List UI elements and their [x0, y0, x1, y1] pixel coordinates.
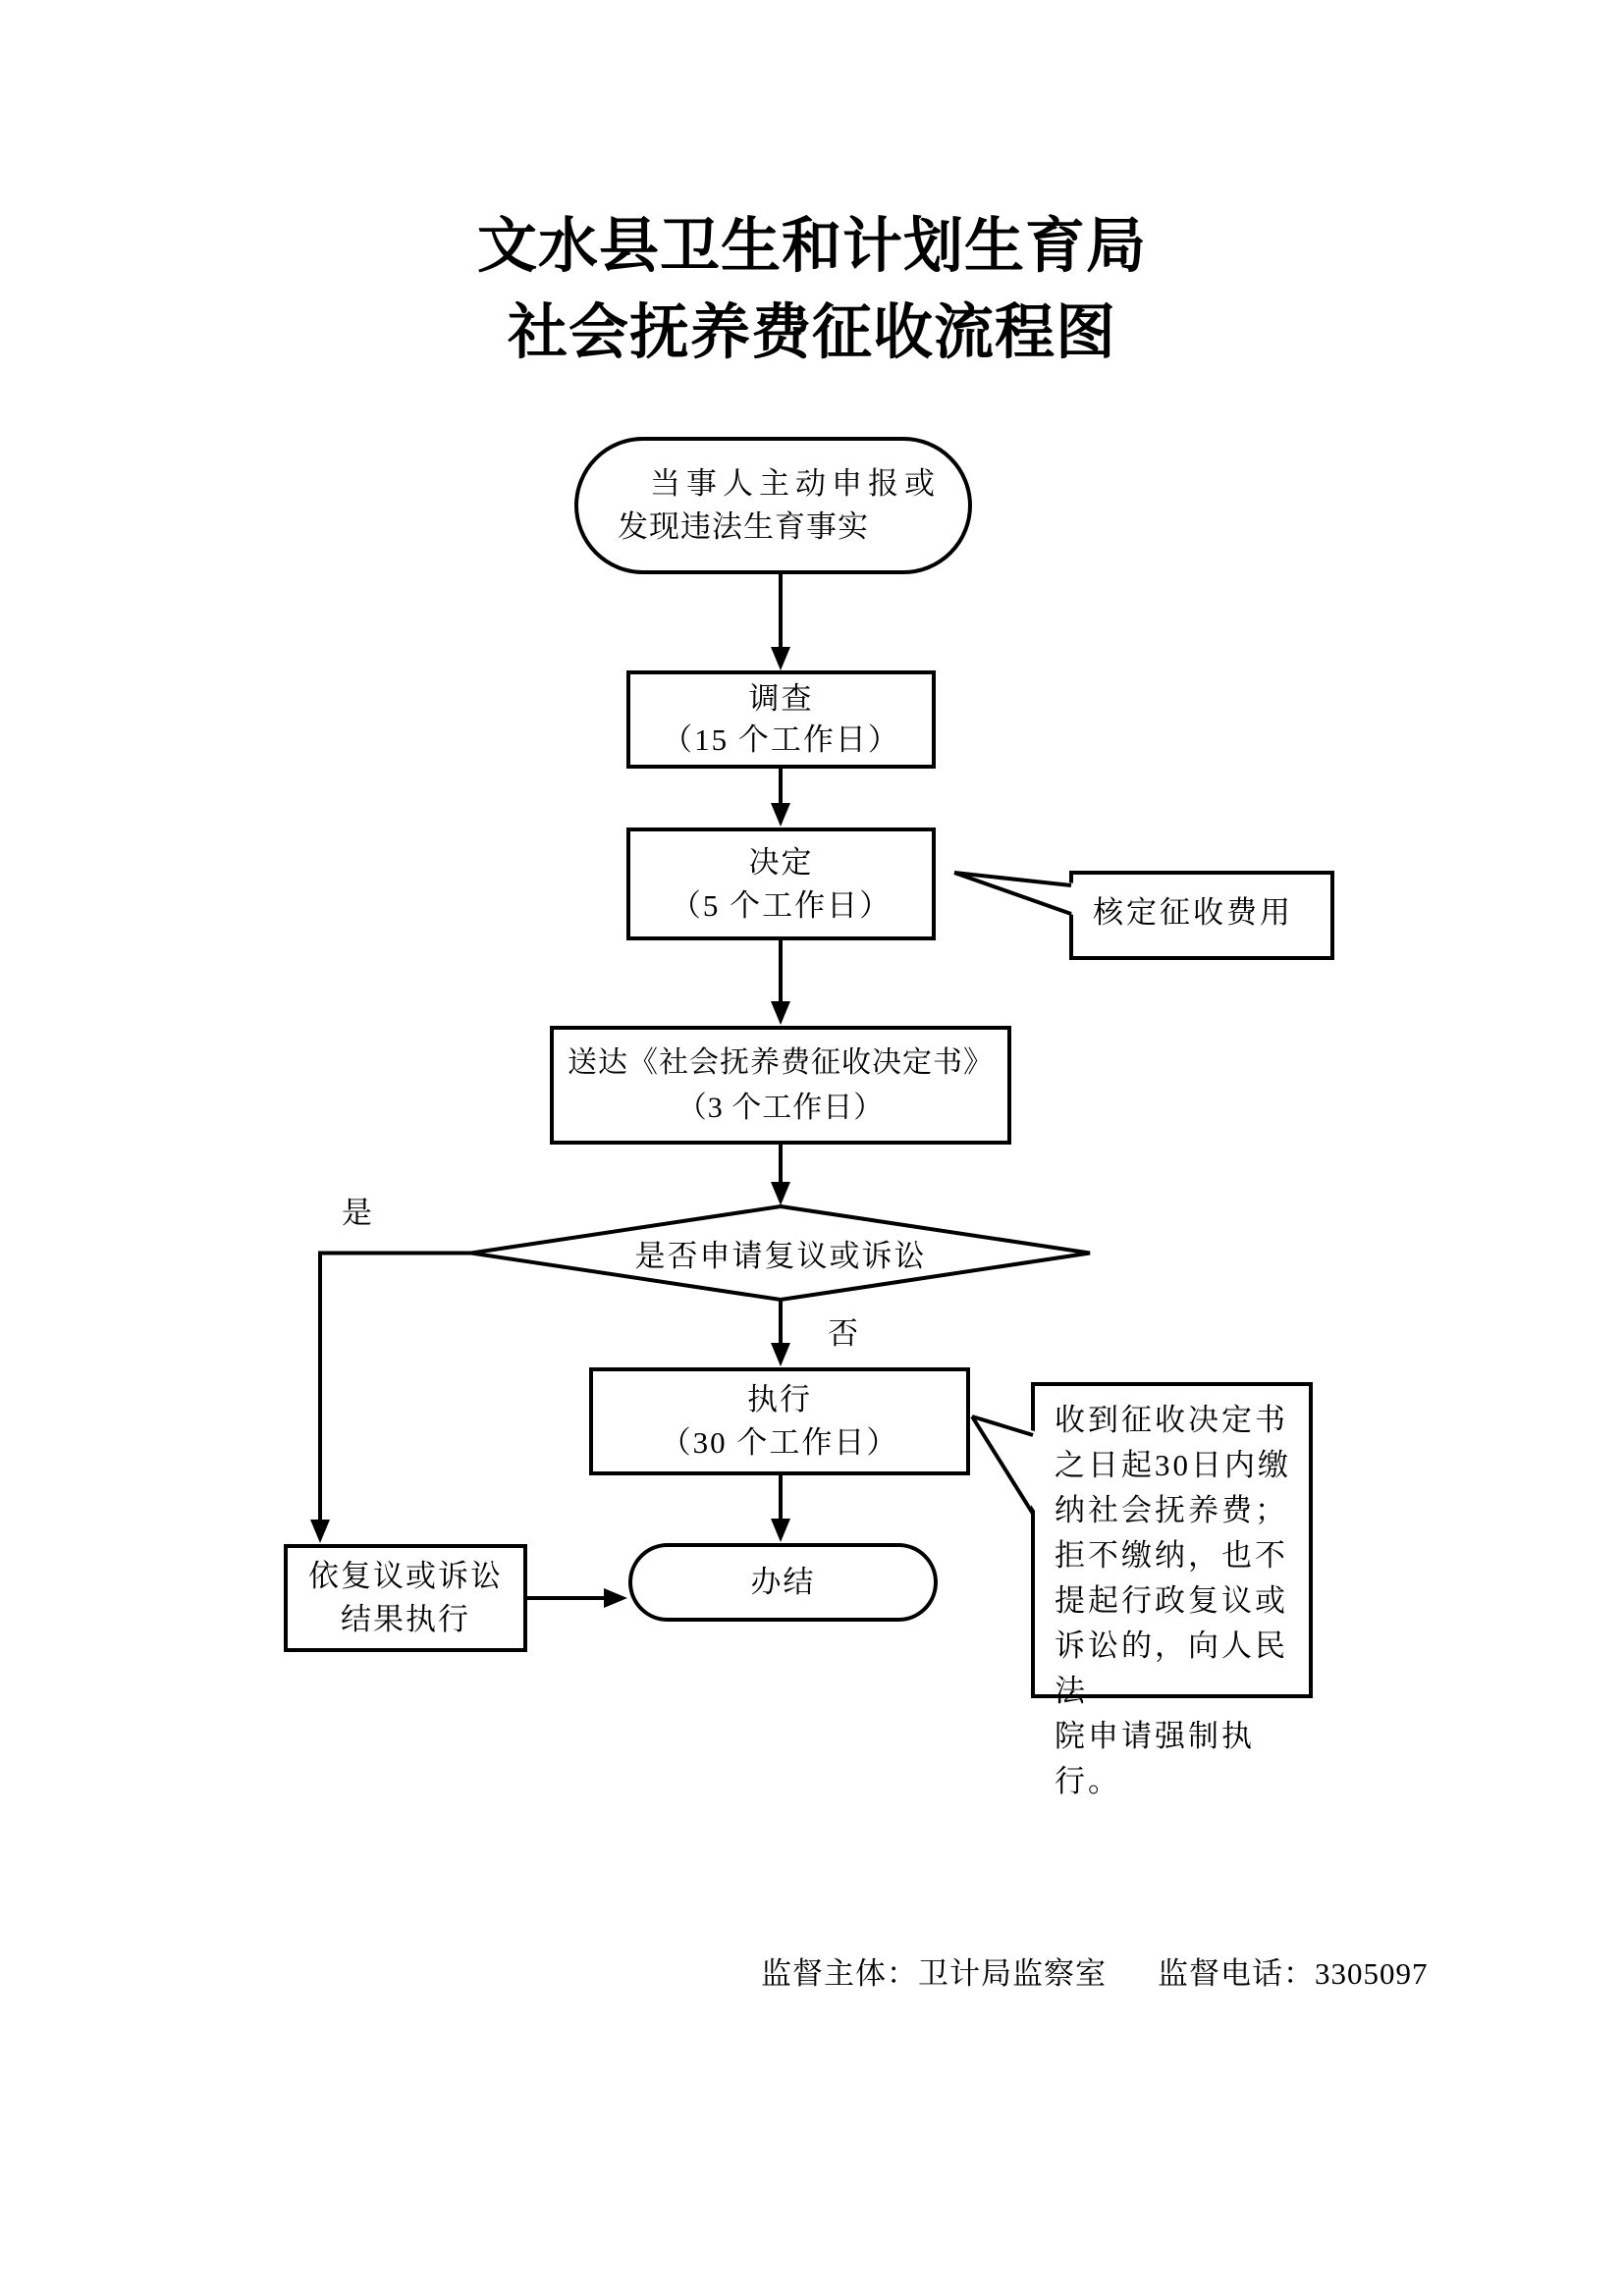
investigate-step-label: 调查	[748, 681, 814, 716]
review-result-step-line2: 结果执行	[341, 1602, 470, 1636]
judge-decision-text: 是否申请复议或诉讼	[634, 1239, 927, 1273]
page-title-line1: 文水县卫生和计划生育局	[476, 214, 1147, 280]
footer-phone-text: 监督电话：3305097	[1158, 1956, 1429, 1991]
deliver-step-duration: （3 个工作日）	[677, 1091, 885, 1124]
start-terminator-line1: 当事人主动申报或	[650, 466, 941, 501]
assess-fee-callout-text: 核定征收费用	[1093, 895, 1293, 930]
finish-terminator-label: 办结	[750, 1565, 816, 1599]
execute-step-label: 执行	[747, 1382, 812, 1416]
decide-step-label: 决定	[748, 844, 814, 880]
payment-note-line: 拒不缴纳，也不	[1055, 1538, 1288, 1573]
branch-label-no: 否	[828, 1316, 858, 1351]
payment-callout-tail	[972, 1416, 1039, 1517]
review-result-step-line1: 依复议或诉讼	[308, 1559, 503, 1593]
execute-step-duration: （30 个工作日）	[660, 1425, 899, 1460]
start-terminator-line2: 发现违法生育事实	[618, 509, 869, 544]
payment-note-line: 纳社会抚养费；	[1055, 1493, 1288, 1527]
payment-note-line: 收到征收决定书	[1055, 1403, 1288, 1437]
payment-note-line: 院申请强制执行。	[1055, 1719, 1255, 1798]
payment-note-line: 提起行政复议或	[1055, 1583, 1288, 1618]
decide-step-duration: （5 个工作日）	[670, 887, 893, 923]
payment-note-line: 之日起30日内缴	[1055, 1448, 1291, 1482]
payment-note-line: 诉讼的，向人民法	[1055, 1629, 1288, 1708]
investigate-step-duration: （15 个工作日）	[662, 722, 900, 757]
page-title-line2: 社会抚养费征收流程图	[507, 300, 1116, 366]
branch-label-yes: 是	[342, 1196, 372, 1230]
deliver-step-label: 送达《社会抚养费征收决定书》	[568, 1045, 994, 1079]
footer-supervisor-text: 监督主体：卫计局监察室	[761, 1956, 1107, 1991]
assess-callout-tail	[954, 873, 1076, 916]
